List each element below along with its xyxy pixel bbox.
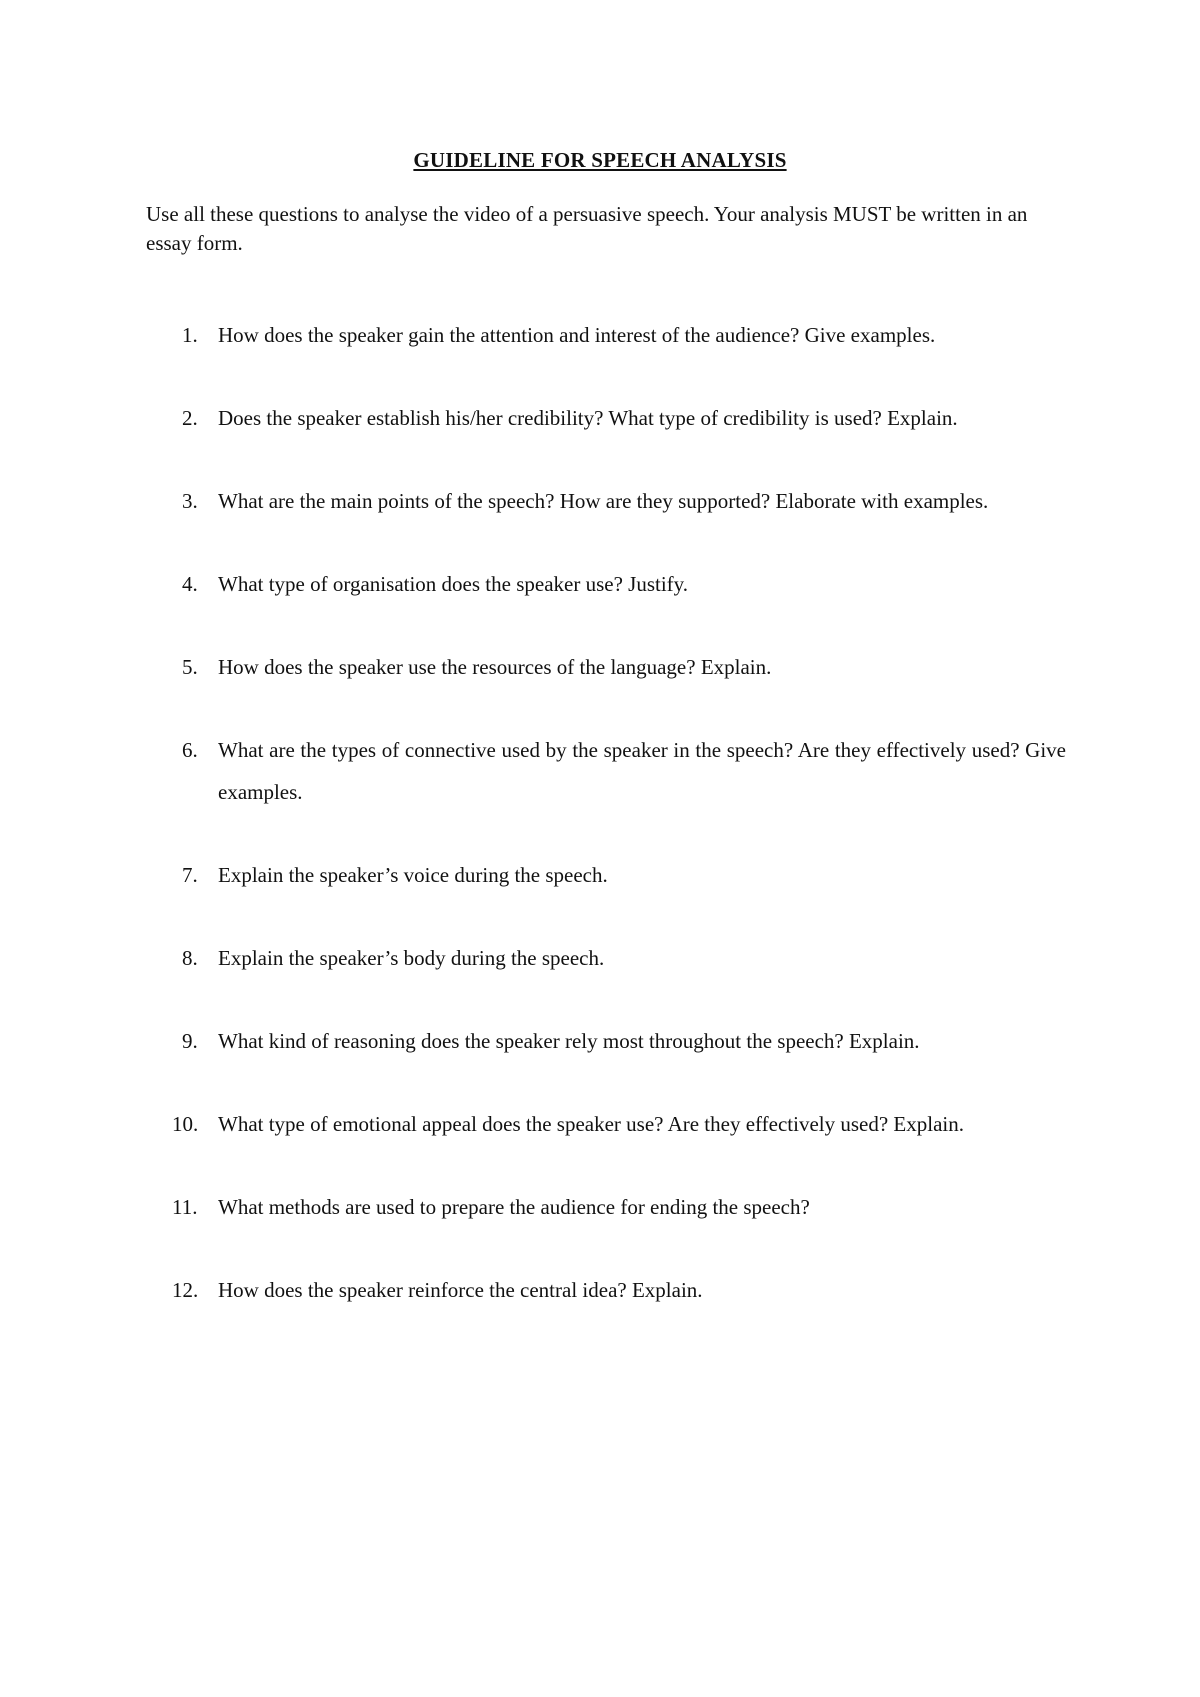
question-item xyxy=(146,854,1066,896)
question-text: What methods are used to prepare the audience for ending the speech? xyxy=(218,1195,810,1219)
question-item xyxy=(146,729,1066,813)
question-list xyxy=(146,314,1066,1352)
question-text: Does the speaker establish his/her credibility? What type of credibility is used? Explain. xyxy=(218,406,958,430)
question-item xyxy=(146,1186,1066,1228)
question-text: How does the speaker reinforce the central idea? Explain. xyxy=(218,1278,703,1302)
question-text: How does the speaker gain the attention and interest of the audience? Give examples. xyxy=(218,323,936,347)
question-item xyxy=(146,1269,1066,1311)
question-text: How does the speaker use the resources of the language? Explain. xyxy=(218,655,772,679)
question-number: 8. xyxy=(182,946,198,970)
question-text: What are the types of connective used by the speaker in the speech? Are they effectively used? Give examples. xyxy=(218,738,1066,804)
question-text: What kind of reasoning does the speaker rely most throughout the speech? Explain. xyxy=(218,1029,920,1053)
question-number: 2. xyxy=(182,406,198,430)
question-number: 4. xyxy=(182,572,198,596)
question-item xyxy=(146,314,1066,356)
question-number: 9. xyxy=(182,1029,198,1053)
question-number: 7. xyxy=(182,863,198,887)
question-number: 10. xyxy=(172,1112,199,1136)
question-text: What are the main points of the speech? How are they supported? Elaborate with examples. xyxy=(218,489,989,513)
document-title: GUIDELINE FOR SPEECH ANALYSIS xyxy=(413,148,787,172)
question-item xyxy=(146,1020,1066,1062)
question-number: 1. xyxy=(182,323,198,347)
question-number: 12. xyxy=(172,1278,199,1302)
question-text: Explain the speaker’s body during the speech. xyxy=(218,946,605,970)
question-item xyxy=(146,646,1066,688)
question-item xyxy=(146,563,1066,605)
question-number: 3. xyxy=(182,489,198,513)
question-number: 11. xyxy=(172,1195,198,1219)
intro-paragraph: Use all these questions to analyse the video of a persuasive speech. Your analysis MUST be written in an essay form. xyxy=(146,202,1028,255)
question-item xyxy=(146,480,1066,522)
question-item xyxy=(146,937,1066,979)
question-number: 5. xyxy=(182,655,198,679)
question-item xyxy=(146,1103,1066,1145)
question-item xyxy=(146,397,1066,439)
question-text: Explain the speaker’s voice during the speech. xyxy=(218,863,608,887)
question-number: 6. xyxy=(182,738,198,762)
question-text: What type of emotional appeal does the speaker use? Are they effectively used? Explain. xyxy=(218,1112,964,1136)
question-text: What type of organisation does the speaker use? Justify. xyxy=(218,572,689,596)
